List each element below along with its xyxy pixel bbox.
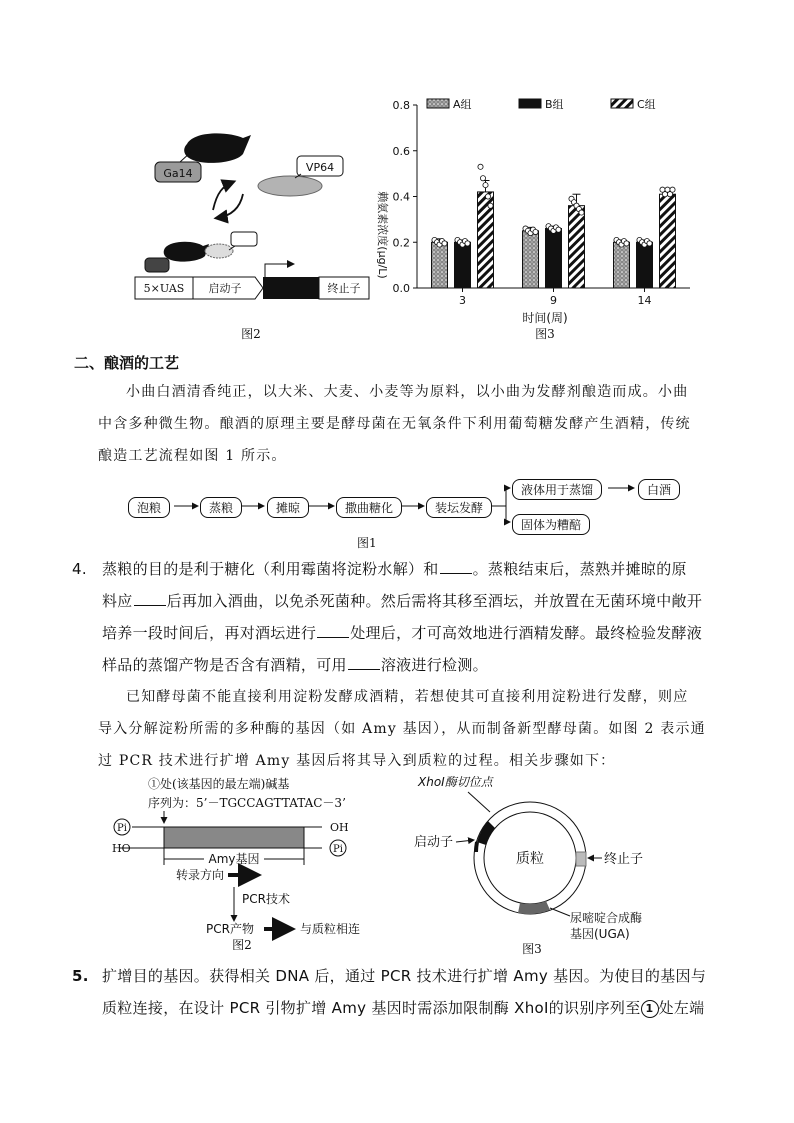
- vp64-label: VP64: [305, 161, 335, 174]
- bar-B组-3: [455, 242, 471, 288]
- bar-chart: [365, 95, 705, 345]
- amy-line-3: 过 PCR 技术进行扩增 Amy 基因后将其导入到质粒的过程。相关步骤如下：: [98, 753, 616, 769]
- bar-A组-14: [614, 242, 630, 288]
- data-point: [478, 164, 483, 169]
- connect-label: 与质粒相连: [300, 922, 361, 936]
- pcr-figure: [110, 775, 390, 950]
- flow-step-soak: 泡粮: [128, 497, 170, 518]
- flow-step-steam: 蒸粮: [200, 497, 242, 518]
- x-tick-label: 14: [637, 294, 652, 307]
- data-point: [485, 194, 490, 199]
- x-tick-label: 3: [459, 294, 466, 307]
- data-point: [480, 176, 485, 181]
- q4-line-2: 料应 后再加入酒曲，以免杀死菌种。然后需将其移至酒坛，并放置在无菌环境中敞开: [102, 592, 703, 610]
- amy-line-1: 已知酵母菌不能直接利用淀粉发酵成酒精，若想使其可直接利用淀粉进行发酵，则应: [126, 689, 689, 705]
- terminator-segment: [576, 852, 586, 866]
- q5-line-1: 5. 扩增目的基因。获得相关 DNA 后，通过 PCR 技术进行扩增 Amy 基因。为使目的基因与: [72, 960, 742, 992]
- flow-step-ferment: 装坛发酵: [426, 497, 492, 518]
- data-point: [624, 241, 629, 246]
- data-point: [556, 227, 561, 232]
- q4-blank-1[interactable]: [440, 559, 472, 574]
- flow-step-cool: 摊晾: [267, 497, 309, 518]
- bar-B组-9: [546, 229, 562, 288]
- y-tick-label: 0.4: [392, 190, 410, 204]
- amy-gene-label: Amy基因: [208, 852, 260, 866]
- ura-gene-label-1: 尿嘧啶合成酶: [570, 911, 643, 925]
- uas-label: 5×UAS: [143, 282, 185, 295]
- vp64-ellipse: [258, 176, 322, 196]
- amy-paragraph: [98, 681, 728, 777]
- transcription-start-arrow: [265, 264, 293, 277]
- ura-gene-label-2: 基因(UGA): [570, 927, 630, 941]
- bar-B组-14: [637, 242, 653, 288]
- y-tick-label: 0.6: [392, 144, 410, 158]
- bar-C组-14: [660, 194, 676, 288]
- bound-vp64: [205, 244, 233, 258]
- data-point: [533, 229, 538, 234]
- legend-label-B组: B组: [545, 98, 564, 111]
- intro-line-3: 酿造工艺流程如图 1 所示。: [98, 448, 287, 464]
- chart-caption: 图3: [535, 327, 555, 341]
- data-point: [483, 182, 488, 187]
- process-flowchart: [128, 478, 718, 548]
- section-title: 二、酿酒的工艺: [74, 354, 180, 372]
- ho-label: HO: [112, 842, 131, 855]
- site1-note-line1: ①处(该基因的最左端)碱基: [148, 777, 290, 791]
- data-point: [442, 241, 447, 246]
- x-tick-label: 9: [550, 294, 557, 307]
- data-point: [670, 187, 675, 192]
- data-point: [465, 241, 470, 246]
- bar-C组-9: [569, 206, 585, 288]
- fig1-caption: 图1: [357, 536, 377, 550]
- q5-line-2: 质粒连接，在设计 PCR 引物扩增 Amy 基因时需添加限制酶 XhoⅠ的识别序列至 1 处左端: [102, 999, 705, 1017]
- chart-x-label: 时间(周): [522, 311, 568, 325]
- q5-number: 5.: [72, 967, 89, 985]
- legend-swatch-B组: [519, 99, 541, 108]
- intro-line-2: 中含多种微生物。酿酒的原理主要是酵母菌在无氧条件下利用葡萄糖发酵产生酒精，传统: [98, 416, 691, 432]
- promoter-side-label: 启动子: [414, 835, 454, 850]
- transcription-direction-label: 转录方向: [176, 868, 225, 882]
- legend-swatch-C组: [611, 99, 633, 108]
- amy-gene-block: [164, 827, 304, 848]
- speech-box: [231, 232, 257, 246]
- data-point: [647, 241, 652, 246]
- promoter-label: 启动子: [208, 282, 242, 295]
- y-tick-label: 0.0: [392, 282, 410, 295]
- flow-step-saccharify: 撒曲糖化: [336, 497, 402, 518]
- reporter-gene-box: [263, 277, 319, 299]
- legend-label-A组: A组: [453, 98, 472, 111]
- terminator-label: 终止子: [327, 282, 361, 295]
- y-tick-label: 0.2: [392, 236, 410, 250]
- svg-text:Pi: Pi: [117, 823, 127, 834]
- terminator-side-label: 终止子: [604, 852, 644, 867]
- y-tick-label: 0.8: [392, 99, 410, 112]
- flow-final-liquor: 白酒: [638, 479, 680, 500]
- xhoi-site-label: XhoⅠ酶切位点: [418, 775, 493, 789]
- q4-line-4: 样品的蒸馏产物是否含有酒精，可用 溶液进行检测。: [102, 656, 488, 674]
- assembly-arrow: [213, 182, 233, 210]
- bound-protein-shape: [164, 242, 209, 262]
- top-figure-2: [125, 120, 385, 350]
- fig2-top-caption: 图2: [241, 327, 261, 341]
- bar-A组-9: [523, 231, 539, 288]
- q4-blank-3[interactable]: [317, 623, 349, 638]
- intro-paragraph: [98, 376, 728, 472]
- oh-label: OH: [330, 821, 349, 834]
- svg-text:Pi: Pi: [333, 844, 343, 855]
- q4-blank-4[interactable]: [348, 655, 380, 670]
- pcr-product-label: PCR产物: [206, 922, 254, 936]
- plasmid-figure: [410, 772, 670, 957]
- pcr-tech-label: PCR技术: [242, 892, 290, 906]
- chart-y-label: 赖氨素浓度(μg/L): [376, 191, 389, 279]
- site1-note-line2: 序列为：5’－TGCCAGTTATAC－3’: [148, 796, 346, 810]
- amy-line-2: 导入分解淀粉所需的多种酶的基因（如 Amy 基因），从而制备新型酵母菌。如图 2 表示通: [98, 721, 706, 737]
- question-4: [72, 553, 732, 681]
- plasmid-label: 质粒: [516, 851, 544, 867]
- q4-line-1: 4. 蒸粮的目的是利于糖化（利用霉菌将淀粉水解）和 。蒸粮结束后，蒸熟并摊晾的原: [72, 553, 732, 585]
- legend-swatch-A组: [427, 99, 449, 108]
- q4-number: 4.: [72, 560, 87, 578]
- fig3-bottom-caption: 图3: [522, 942, 542, 956]
- site-1-marker: 1: [641, 1000, 659, 1018]
- q4-line-3: 培养一段时间后，再对酒坛进行 处理后，才可高效地进行酒精发酵。最终检验发酵液: [102, 624, 703, 642]
- flow-branch-solid: 固体为糟醅: [512, 514, 590, 535]
- ga14-label: Ga14: [163, 167, 193, 180]
- question-5: [72, 960, 742, 1024]
- flow-branch-liquid: 液体用于蒸馏: [512, 479, 602, 500]
- small-ga14-box: [145, 258, 169, 272]
- intro-line-1: 小曲白酒清香纯正，以大米、大麦、小麦等为原料，以小曲为发酵剂酿造而成。小曲: [126, 384, 689, 400]
- dbd-protein-shape: [184, 133, 251, 163]
- bar-A组-3: [432, 242, 448, 288]
- data-point: [579, 210, 584, 215]
- disassembly-arrow: [217, 194, 243, 218]
- legend-label-C组: C组: [637, 98, 656, 111]
- data-point: [488, 203, 493, 208]
- q4-blank-2[interactable]: [134, 591, 166, 606]
- fig2-bottom-caption: 图2: [232, 938, 252, 950]
